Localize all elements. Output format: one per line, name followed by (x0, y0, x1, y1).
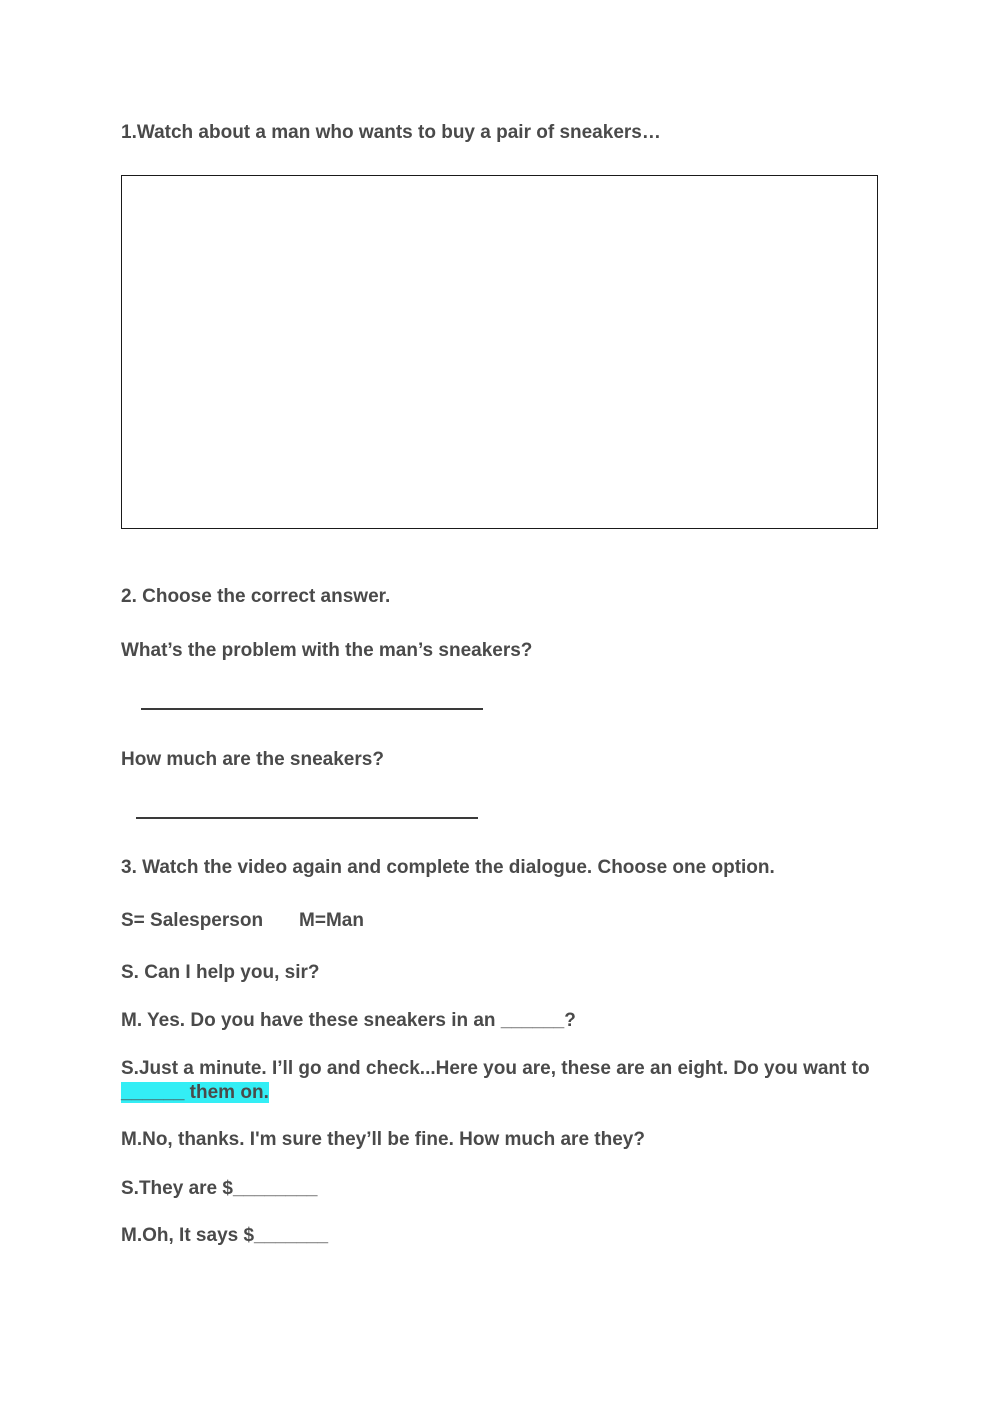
dialogue-line-3: S.Just a minute. I’ll go and check...Here you are, these are an eight. Do you want to (121, 1058, 870, 1079)
dialogue-line-2: M. Yes. Do you have these sneakers in an ______? (121, 1010, 576, 1031)
answer-line-1[interactable] (141, 708, 483, 710)
section1-heading: 1.Watch about a man who wants to buy a pair of sneakers… (121, 122, 661, 143)
question-2: How much are the sneakers? (121, 749, 384, 770)
dialogue-line-6: M.Oh, It says $_______ (121, 1225, 329, 1246)
legend-salesperson: S= Salesperson (121, 910, 264, 931)
dialogue-line-1: S. Can I help you, sir? (121, 962, 320, 983)
dialogue-line-4: M.No, thanks. I'm sure they’ll be fine. How much are they? (121, 1129, 645, 1150)
legend-man: M=Man (299, 910, 364, 931)
speaker-legend (121, 909, 364, 933)
section2-heading: 2. Choose the correct answer. (121, 586, 391, 607)
dialogue-line-3-cont (121, 1081, 269, 1105)
section3-heading: 3. Watch the video again and complete the dialogue. Choose one option. (121, 857, 775, 878)
dialogue-line-5: S.They are $________ (121, 1178, 318, 1199)
answer-line-2[interactable] (136, 817, 478, 819)
highlighted-text: ______ them on. (121, 1082, 269, 1103)
video-frame[interactable] (121, 175, 878, 529)
question-1: What’s the problem with the man’s sneakers? (121, 640, 533, 661)
